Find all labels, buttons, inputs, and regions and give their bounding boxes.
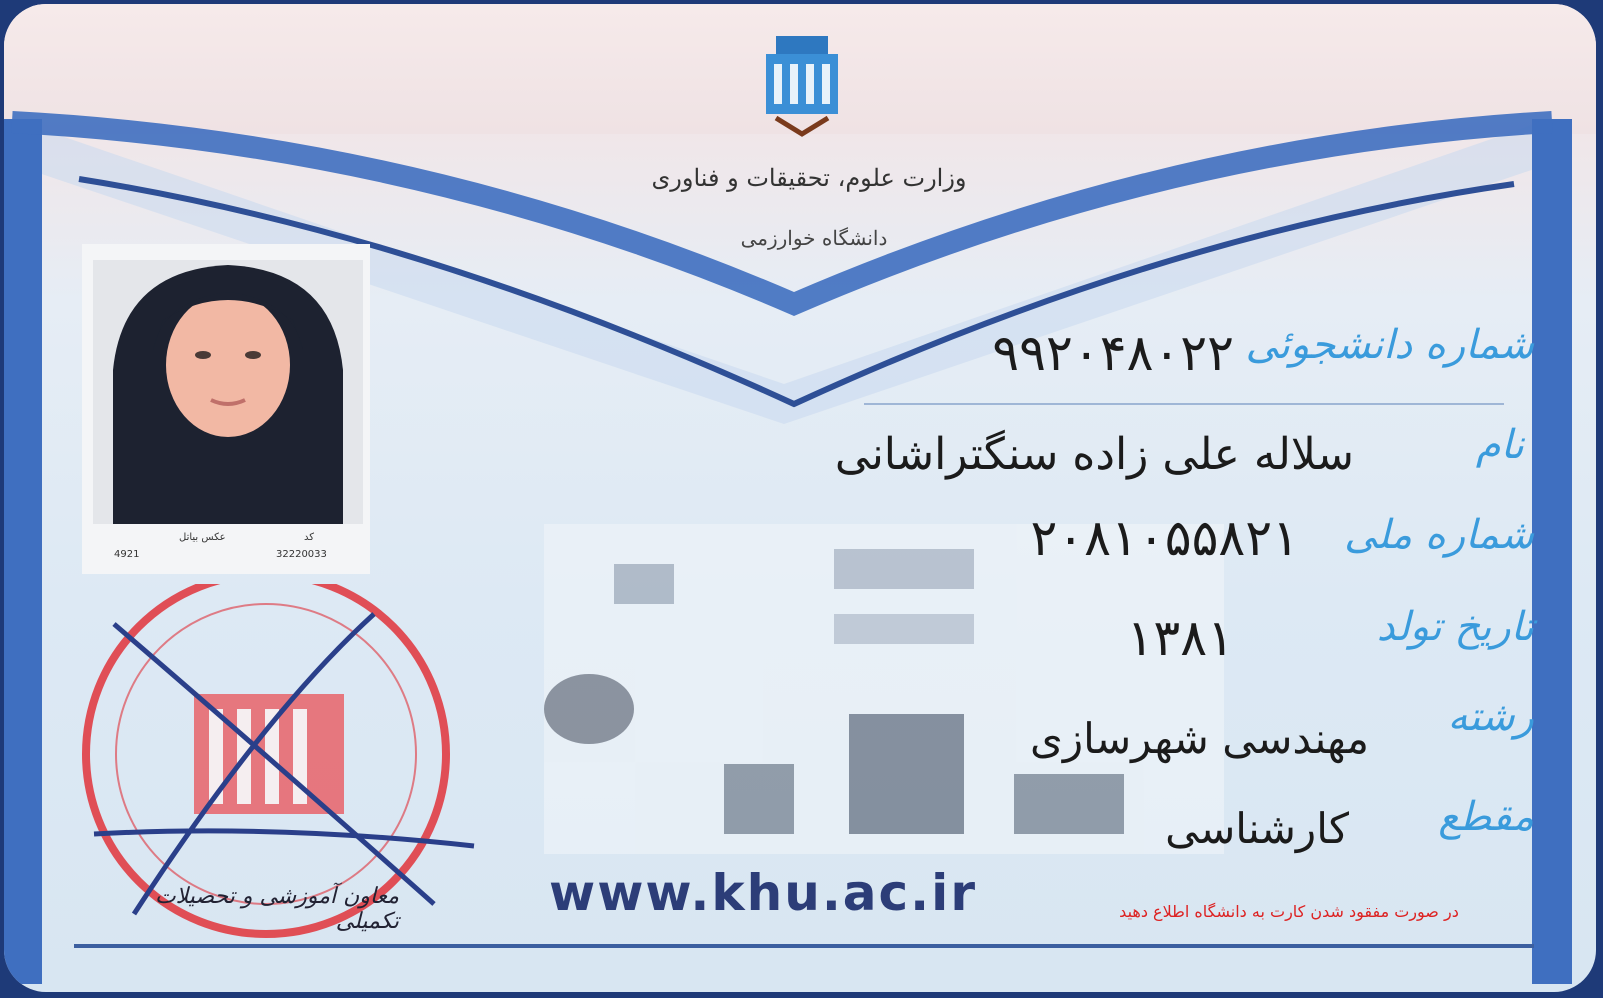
- card-notice: در صورت مفقود شدن کارت به دانشگاه اطلاع دهید: [1119, 902, 1459, 921]
- serial-number: 32220033: [276, 549, 327, 560]
- field-of-study-value: مهندسی شهرسازی: [1030, 714, 1369, 763]
- photo-caption: عکس بیاتل: [179, 532, 226, 543]
- student-number-label: شماره دانشجوئی: [1245, 322, 1534, 368]
- national-id-value: ۲۰۸۱۰۵۵۸۲۱: [1030, 509, 1299, 567]
- name-label: نام: [1475, 422, 1524, 468]
- ministry-name: وزارت علوم، تحقیقات و فناوری: [651, 164, 967, 192]
- university-name: دانشگاه خوارزمی: [740, 226, 888, 250]
- degree-label: مقطع: [1438, 794, 1534, 840]
- photo-caption-code: 4921: [114, 549, 140, 560]
- serial-label: کد: [304, 532, 315, 543]
- field-of-study-label: رشته: [1447, 694, 1534, 740]
- national-id-label: شماره ملی: [1344, 512, 1534, 558]
- id-card: [4, 4, 1596, 992]
- signature-text: معاون آموزشی و تحصیلات تکمیلی: [154, 884, 399, 934]
- student-photo: [93, 260, 363, 524]
- degree-value: کارشناسی: [1165, 804, 1349, 853]
- university-logo-icon: [756, 26, 848, 144]
- building-door: [724, 764, 794, 834]
- university-website: www.khu.ac.ir: [549, 864, 977, 922]
- building-dome: [544, 674, 634, 744]
- footer-divider: [74, 944, 1534, 948]
- birth-year-label: تاریخ تولد: [1376, 604, 1534, 650]
- student-number-value: ۹۹۲۰۴۸۰۲۲: [992, 324, 1234, 382]
- building-window: [834, 614, 974, 644]
- name-value: سلاله علی زاده سنگتراشانی: [834, 429, 1354, 480]
- birth-year-value: ۱۳۸۱: [1126, 609, 1234, 667]
- building-window: [614, 564, 674, 604]
